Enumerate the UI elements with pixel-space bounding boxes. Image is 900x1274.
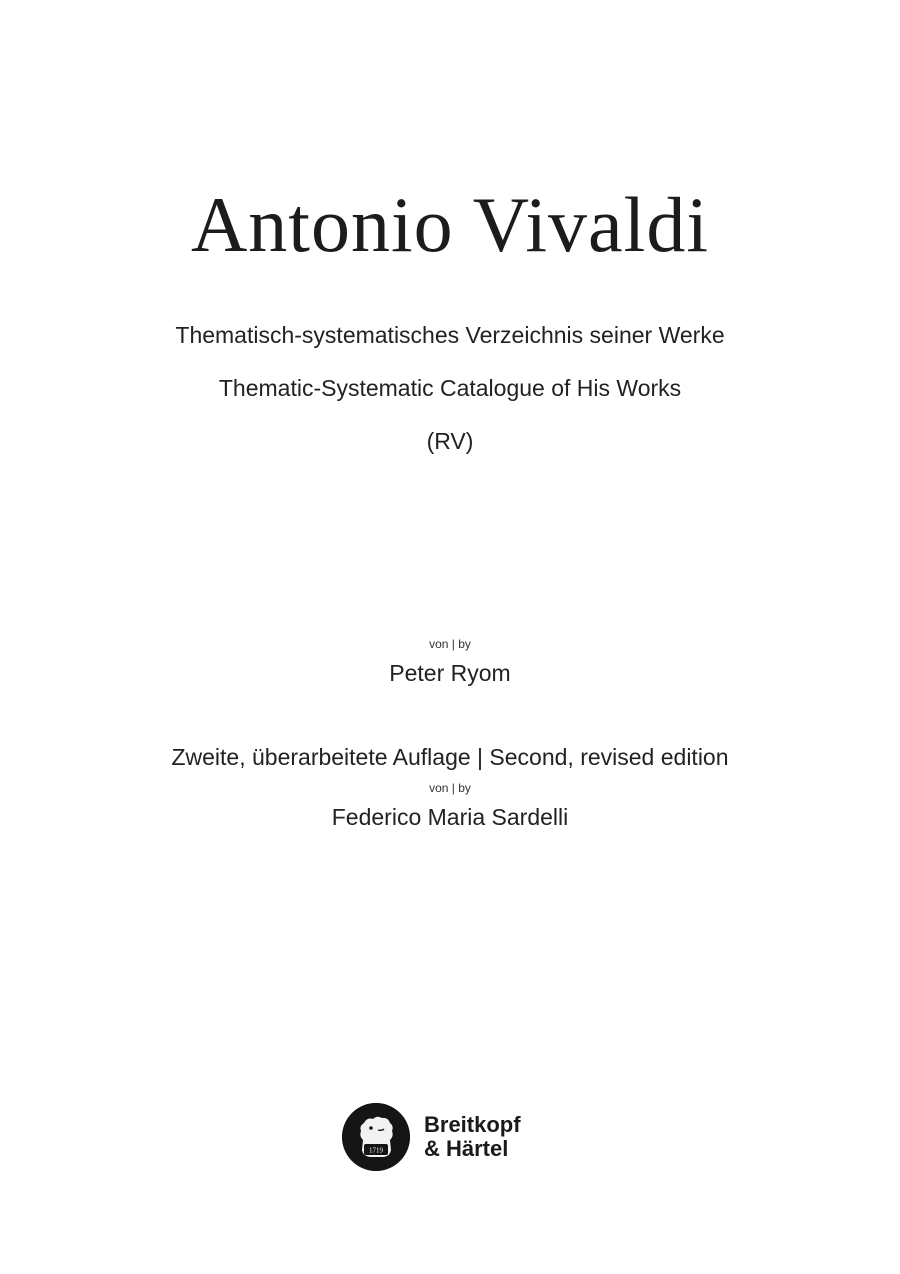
bear-emblem-graphic <box>342 1103 410 1171</box>
publisher-name-line1: Breitkopf <box>424 1112 521 1137</box>
subtitle-english: Thematic-Systematic Catalogue of His Works <box>218 375 682 401</box>
edition-statement: Zweite, überarbeitete Auflage | Second, revised edition <box>171 744 729 770</box>
publisher-name <box>424 1113 521 1161</box>
bear-emblem-icon <box>342 1103 410 1171</box>
by-label-editor: von | by <box>429 781 471 795</box>
logo-year: 1719 <box>369 1146 383 1155</box>
by-label-author: von | by <box>429 637 471 651</box>
book-title: Antonio Vivaldi <box>190 181 710 268</box>
editor-name: Federico Maria Sardelli <box>331 804 569 830</box>
publisher-name-line2: & Härtel <box>424 1136 509 1161</box>
subtitle-german: Thematisch-systematisches Verzeichnis seiner Werke <box>175 322 725 348</box>
publisher-logo <box>342 1104 521 1170</box>
author-name: Peter Ryom <box>389 660 511 686</box>
catalogue-abbreviation: (RV) <box>426 428 474 454</box>
